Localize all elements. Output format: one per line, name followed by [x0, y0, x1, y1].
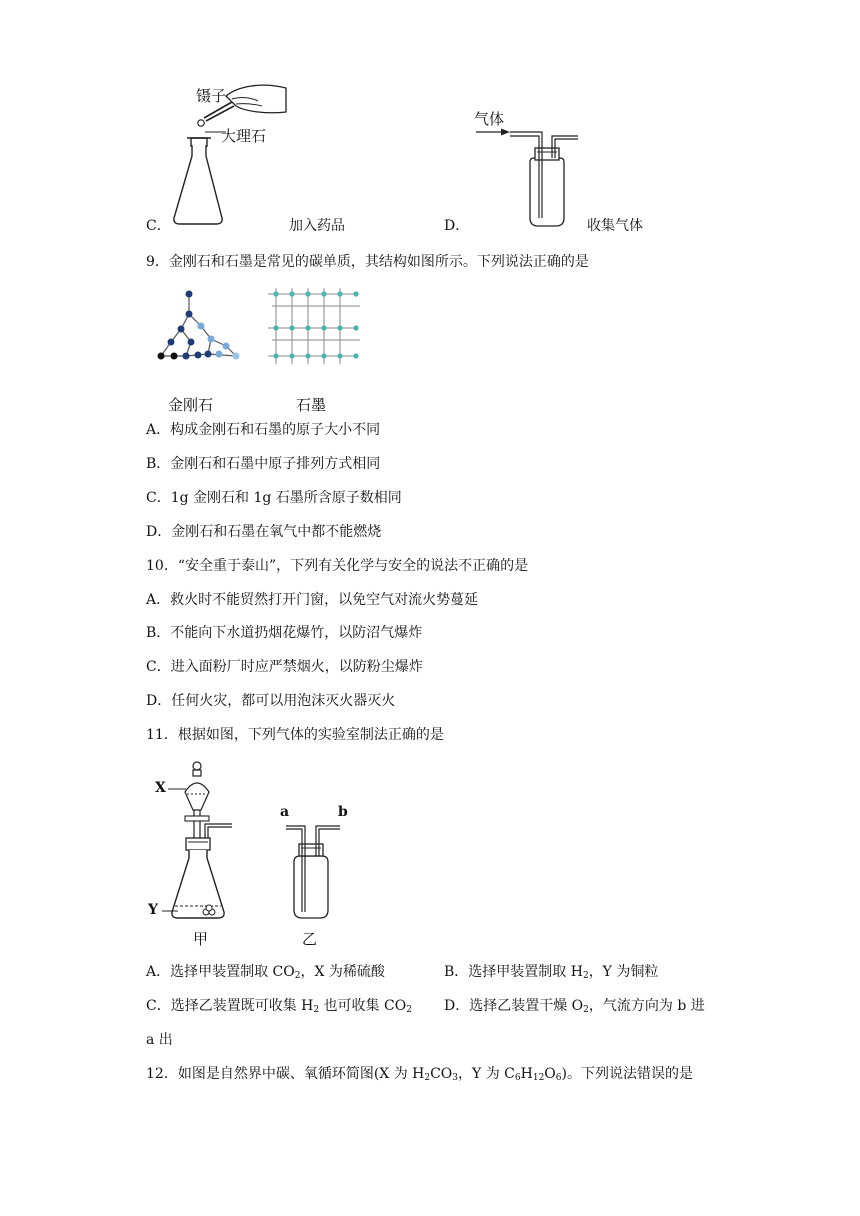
q10-stem: 10．“安全重于泰山”，下列有关化学与安全的说法不正确的是: [146, 558, 529, 574]
q12-sub2: 3: [452, 1073, 459, 1083]
q11-option-c-text: C．选择乙装置既可收集 H: [146, 998, 314, 1014]
q8-option-d-caption: 收集气体: [587, 218, 643, 234]
q11-option-c-mid: 也可收集 CO: [319, 998, 407, 1014]
q8-option-d-letter[interactable]: D．: [444, 218, 470, 234]
graphite-label: 石墨: [296, 396, 327, 414]
q11-option-d[interactable]: [444, 996, 705, 1016]
q11-option-a-sub: 2: [294, 971, 301, 981]
gas-label: 气体: [474, 110, 505, 128]
q12-sub5: 6: [555, 1073, 562, 1083]
q8-option-c-caption: 加入药品: [289, 218, 345, 234]
q11-option-c[interactable]: [146, 996, 412, 1016]
tweezers-label: 镊子: [196, 87, 227, 105]
q12-post: )。下列说法错误的是: [561, 1066, 693, 1082]
q11-option-b-post: ，Y 为铜粒: [588, 964, 659, 980]
q12-sub3: 6: [514, 1073, 521, 1083]
q12-mid3: H: [520, 1066, 533, 1082]
q11-option-c-sub2: 2: [406, 1005, 412, 1015]
q11-option-d-post: ，气流方向为 b 进: [588, 998, 705, 1014]
q12-sub4: 12: [532, 1073, 545, 1083]
q11-option-b-sub: 2: [582, 971, 589, 981]
q9-stem: 9．金刚石和石墨是常见的碳单质，其结构如图所示。下列说法正确的是: [146, 254, 589, 270]
q11-option-a[interactable]: [146, 962, 385, 982]
q10-option-d[interactable]: D．任何火灾，都可以用泡沫灭火器灭火: [146, 693, 396, 709]
q9-option-b[interactable]: B．金刚石和石墨中原子排列方式相同: [146, 456, 381, 472]
q11-option-b-text: B．选择甲装置制取 H: [444, 964, 583, 980]
a-label: a: [280, 804, 290, 820]
q9-option-d[interactable]: D．金刚石和石墨在氧气中都不能燃烧: [146, 524, 382, 540]
q11-option-d-sub: 2: [583, 1005, 589, 1015]
q12-mid1: CO: [430, 1066, 453, 1082]
q11-option-d-text: D．选择乙装置干燥 O: [444, 998, 584, 1014]
jia-label: 甲: [193, 930, 209, 948]
q12-mid4: O: [544, 1066, 556, 1082]
q10-option-a[interactable]: A．救火时不能贸然打开门窗，以免空气对流火势蔓延: [146, 592, 479, 608]
marble-label: 大理石: [221, 127, 267, 145]
y-label: Y: [148, 902, 158, 918]
diamond-label: 金刚石: [168, 396, 214, 414]
q9-option-c[interactable]: C．1g 金刚石和 1g 石墨所含原子数相同: [146, 490, 402, 506]
yi-label: 乙: [302, 930, 318, 948]
q10-option-b[interactable]: B．不能向下水道扔烟花爆竹，以防沼气爆炸: [146, 625, 423, 641]
q11-option-c-sub1: 2: [313, 1005, 320, 1015]
q12-pre: 12．如图是自然界中碳、氧循环简图(X 为 H: [146, 1066, 425, 1082]
q11-option-d-continuation: a 出: [146, 1032, 173, 1048]
q11-option-a-text: A．选择甲装置制取 CO: [146, 964, 295, 980]
q11-stem: 11．根据如图，下列气体的实验室制法正确的是: [146, 727, 444, 743]
q10-option-c[interactable]: C．进入面粉厂时应严禁烟火，以防粉尘爆炸: [146, 659, 423, 675]
q12-stem: [146, 1064, 693, 1084]
q8-option-c-letter[interactable]: C．: [146, 218, 171, 234]
q12-mid2: ，Y 为 C: [458, 1066, 515, 1082]
q11-option-a-post: ，X 为稀硫酸: [300, 964, 385, 980]
q12-sub1: 2: [424, 1073, 431, 1083]
q11-option-b[interactable]: [444, 962, 658, 982]
b-label: b: [338, 804, 348, 820]
q9-option-a[interactable]: A．构成金刚石和石墨的原子大小不同: [146, 422, 381, 438]
x-label: X: [155, 780, 166, 796]
